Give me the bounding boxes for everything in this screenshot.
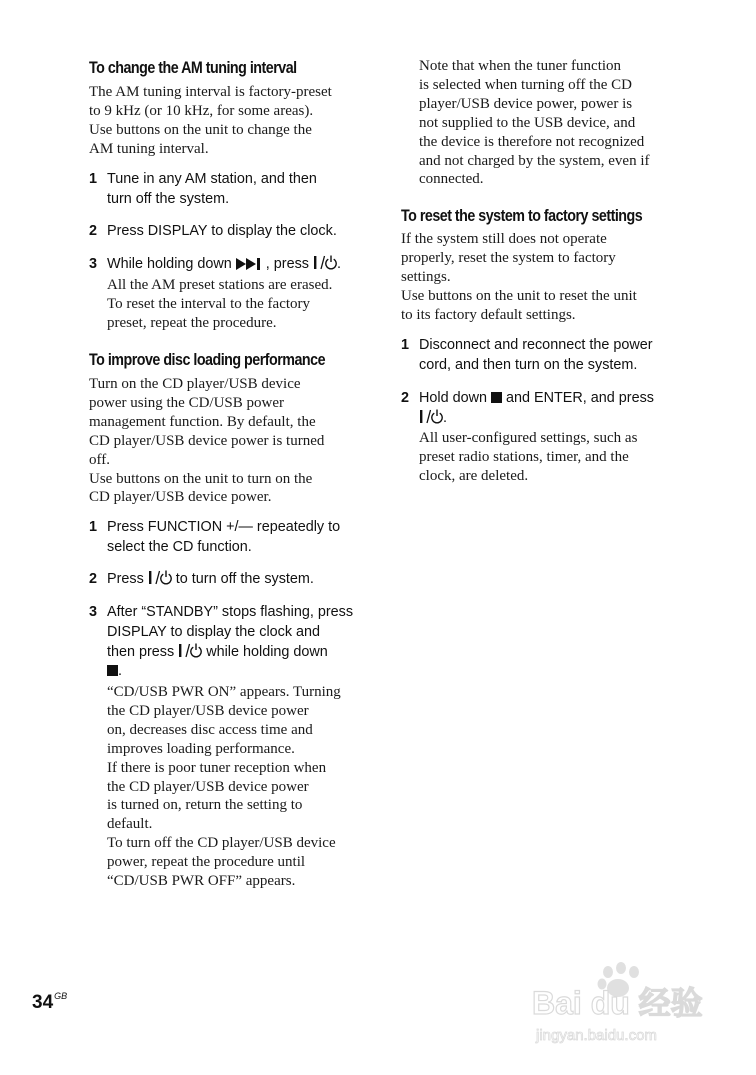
section-heading-am-tuning: To change the AM tuning interval (89, 58, 297, 77)
step-number: 1 (89, 519, 98, 535)
am-step-3-notes: All the AM preset stations are erased. To reset the interval to the factory preset, repeat the procedure. (107, 277, 333, 331)
watermark-brand: Bai du 经验 (532, 985, 703, 1021)
step-number: 2 (89, 571, 98, 587)
step-number: 3 (89, 604, 98, 620)
step-number: 3 (89, 256, 98, 272)
reset-step-2-notes: All user-configured settings, such as preset radio stations, timer, and the clock, are deleted. (419, 430, 638, 484)
disc-step-2: Press to turn off the system. (107, 571, 314, 587)
am-intro: The AM tuning interval is factory-preset to 9 kHz (or 10 kHz, for some areas). Use buttons on the unit to change the AM tuning interval. (89, 84, 332, 157)
baidu-watermark (528, 958, 728, 1058)
section-heading-disc-loading: To improve disc loading performance (89, 350, 326, 369)
reset-step-1: Disconnect and reconnect the power cord, and then turn on the system. (419, 337, 653, 373)
stop-icon (107, 665, 118, 676)
disc-step-3-notes: “CD/USB PWR ON” appears. Turning the CD player/USB device power on, decreases disc access time and improves loading performance. If there is poor tuner reception when the CD player/USB device power is turned on, return the setting to default. To turn off the CD player/USB device power, repeat the procedure until “CD/USB PWR OFF” appears. (107, 684, 341, 890)
page-number: $34^{GB}$ (32, 991, 68, 1013)
reset-intro: If the system still does not operate properly, reset the system to factory settings. Use buttons on the unit to reset the unit to its factory default settings. (401, 231, 637, 323)
stop-icon (491, 392, 502, 403)
step-number: 2 (89, 223, 98, 239)
power-icon (148, 570, 172, 585)
step-number: 1 (401, 337, 410, 353)
power-icon (313, 255, 337, 270)
disc-step-3: After “STANDBY” stops flashing, press DISPLAY to display the clock and then press while holding down . (107, 604, 354, 680)
section-heading-factory-reset: To reset the system to factory settings (401, 206, 643, 225)
watermark-url: jingyan.baidu.com (536, 1027, 657, 1044)
step-number: 1 (89, 171, 98, 187)
am-step-1: Tune in any AM station, and then turn off the system. (107, 171, 317, 207)
tuner-note: Note that when the tuner function is selected when turning off the CD player/USB device power, power is not supplied to the USB device, and the device is therefore not recognized and not charged by the system, even if connected. (419, 58, 650, 188)
am-step-3: While holding down , press . (107, 256, 341, 272)
am-step-2: Press DISPLAY to display the clock. (107, 223, 337, 239)
next-track-icon (236, 258, 266, 270)
step-number: 2 (401, 390, 410, 406)
reset-step-2: Hold down and ENTER, and press . (419, 390, 654, 426)
power-icon (419, 409, 443, 424)
disc-intro: Turn on the CD player/USB device power using the CD/USB power management function. By default, the CD player/USB device power is turned off. Use buttons on the unit to turn on the CD player/USB device power. (89, 376, 325, 506)
disc-step-1: Press FUNCTION +/— repeatedly to select the CD function. (107, 519, 341, 555)
power-icon (178, 643, 202, 658)
